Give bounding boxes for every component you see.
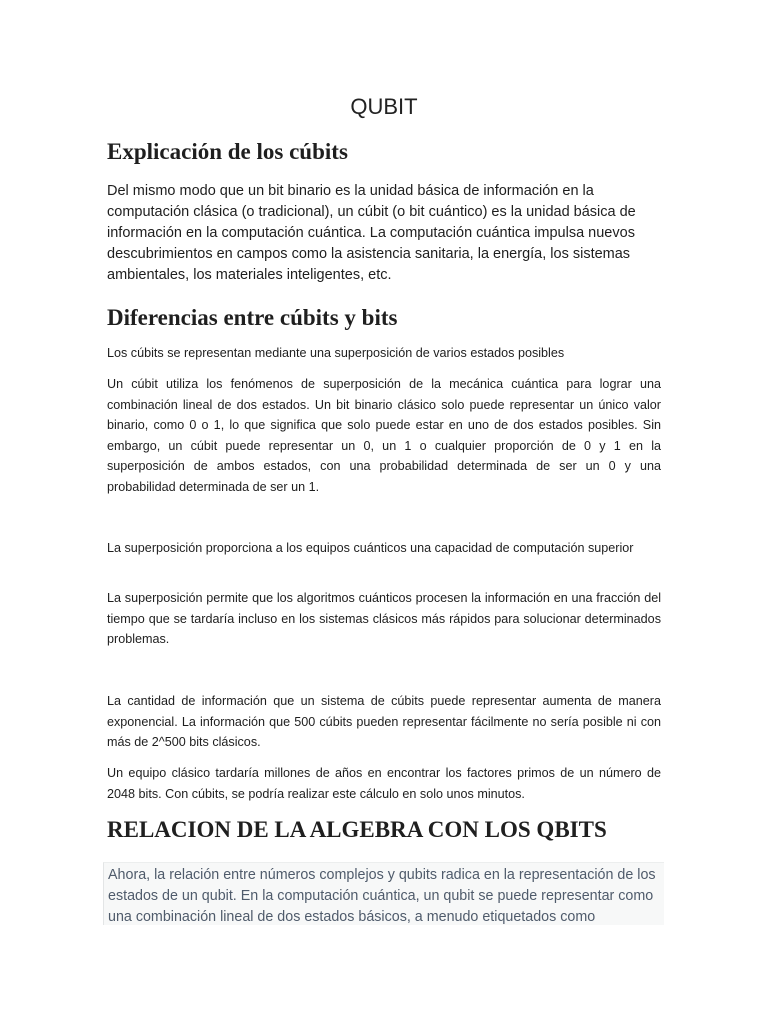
paragraph-diferencias-5: La cantidad de información que un sistema de cúbits puede representar aumenta de manera exponencial. La información que 500 cúbits pueden representar fácilmente no sería posible ni con más de 2^500 bits clásicos. [107,694,661,749]
document-title: QUBIT [350,94,418,119]
paragraph-diferencias-1: Los cúbits se representan mediante una superposición de varios estados posibles [107,346,565,360]
section-heading-relacion: RELACION DE LA ALGEBRA CON LOS QBITS [107,817,607,842]
paragraph-diferencias-2: Un cúbit utiliza los fenómenos de superposición de la mecánica cuántica para lograr una combinación lineal de dos estados. Un bit binario clásico solo puede representar un único valor binario, como 0 o 1, lo que significa que solo puede estar en uno de dos estados posibles. Sin embargo, un cúbit puede representar un 0, un 1 o cualquier proporción de 0 y 1 en la superposición de ambos estados, con una probabilidad determinada de ser un 0 y una probabilidad determinada de ser un 1. [107,377,661,494]
paragraph-diferencias-3: La superposición proporciona a los equipos cuánticos una capacidad de computación superior [107,541,634,555]
section-heading-explicacion: Explicación de los cúbits [107,139,348,164]
paragraph-explicacion: Del mismo modo que un bit binario es la unidad básica de información en la computación clásica (o tradicional), un cúbit (o bit cuántico) es la unidad básica de información en la computación cuántica. La computación cuántica impulsa nuevos descubrimientos en campos como la asistencia sanitaria, la energía, los sistemas ambientales, los materiales inteligentes, etc. [107,183,636,283]
section-heading-diferencias: Diferencias entre cúbits y bits [107,305,398,330]
pasted-text-block [103,862,664,925]
paragraph-relacion: Ahora, la relación entre números complejos y qubits radica en la representación de los estados de un qubit. En la computación cuántica, un qubit se puede representar como una combinación lineal de dos estados básicos, a menudo etiquetados como [108,867,656,925]
paragraph-diferencias-4: La superposición permite que los algoritmos cuánticos procesen la información en una fracción del tiempo que se tardaría incluso en los sistemas clásicos más rápidos para solucionar determinados problemas. [107,591,661,646]
paragraph-diferencias-6: Un equipo clásico tardaría millones de años en encontrar los factores primos de un número de 2048 bits. Con cúbits, se podría realizar este cálculo en solo unos minutos. [107,766,661,801]
